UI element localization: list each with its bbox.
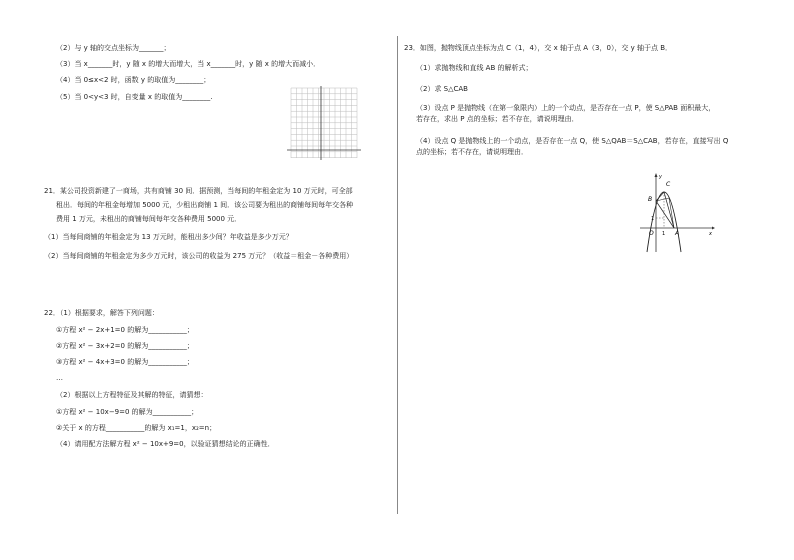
q20-part4: （4）当 0≤x<2 时，函数 y 的取值为________； [56,76,211,84]
q20-part3: （3）当 x_______时，y 随 x 的增大而增大，当 x_______时，y 随 x 的增大而减小． [56,60,321,68]
label-y-one: 1 [651,216,655,222]
y-axis-arrow [655,173,658,177]
q23-intro: 23．如图，抛物线顶点坐标为点 C（1，4），交 x 轴于点 A（3，0），交 y 轴于点 B． [404,44,673,52]
q21-line2: 租出．每间的年租金每增加 5000 元，少租出商铺 1 间．该公司要为租出的商铺每间每年交各种 [56,201,354,209]
column-divider [397,36,398,514]
q23-part4-line2: 点的坐标；若不存在，请说明理由． [416,148,528,156]
segment-BA [656,201,674,228]
q21-line3: 费用 1 万元，未租出的商铺每间每年交各种费用 5000 元． [56,215,242,223]
x-axis-arrow [712,227,715,230]
q22-part2: （2）根据以上方程特征及其解的特征，请猜想： [56,391,208,399]
label-x-axis: x [709,231,712,237]
label-C: C [666,181,671,188]
q23-part1: （1）求抛物线和直线 AB 的解析式； [416,64,533,72]
q21-question2: （2）当每间商铺的年租金定为多少万元时，该公司的收益为 275 万元？（收益＝租金－各种费用） [44,252,354,260]
q21-question1: （1）当每间商铺的年租金定为 13 万元时，能租出多少间？年收益是多少万元？ [44,233,293,241]
q22-part4: （4）请用配方法解方程 x² − 10x+9=0，以验证猜想结论的正确性． [56,440,275,448]
q22-eq2: ②方程 x² − 3x+2=0 的解为___________； [56,342,194,350]
q20-part5: （5）当 0<y<3 时，自变量 x 的取值为________. [56,93,213,101]
q23-part3-line2: 若存在，求出 P 点的坐标；若不存在，请说明理由． [416,115,579,123]
parabola-figure [636,170,716,254]
q22-guess2: ②关于 x 的方程___________的解为 x₁=1，x₂=n； [56,424,217,432]
q21-line1: 21．某公司投资新建了一商场，共有商铺 30 间．据预测，当每间的年租金定为 10 万元时，可全部 [44,187,353,195]
q22-intro: 22．（1）根据要求，解答下列问题： [44,309,159,317]
label-x-one: 1 [662,231,666,237]
q23-part4-line1: （4）设点 Q 是抛物线上的一个动点，是否存在一点 Q，使 S△QAB＝S△CAB，若存在，直接写出 Q [416,137,729,145]
coordinate-grid [285,84,363,164]
q23-part3-line1: （3）设点 P 是抛物线（在第一象限内）上的一个动点，是否存在一点 P，使 S△PAB 面积最大， [416,104,716,112]
label-y-axis: y [659,174,662,180]
q22-eq3: ③方程 x² − 4x+3=0 的解为___________； [56,358,194,366]
q23-part2: （2）求 S△CAB [416,85,468,93]
q22-eq1: ①方程 x² − 2x+1=0 的解为___________； [56,326,194,334]
q22-ellipsis: … [56,374,63,382]
q20-part2: （2）与 y 轴的交点坐标为_______； [56,44,171,52]
label-O: O [649,230,654,237]
label-A: A [675,230,680,237]
label-B: B [648,196,653,203]
q22-guess1: ①方程 x² − 10x−9=0 的解为___________； [56,408,199,416]
